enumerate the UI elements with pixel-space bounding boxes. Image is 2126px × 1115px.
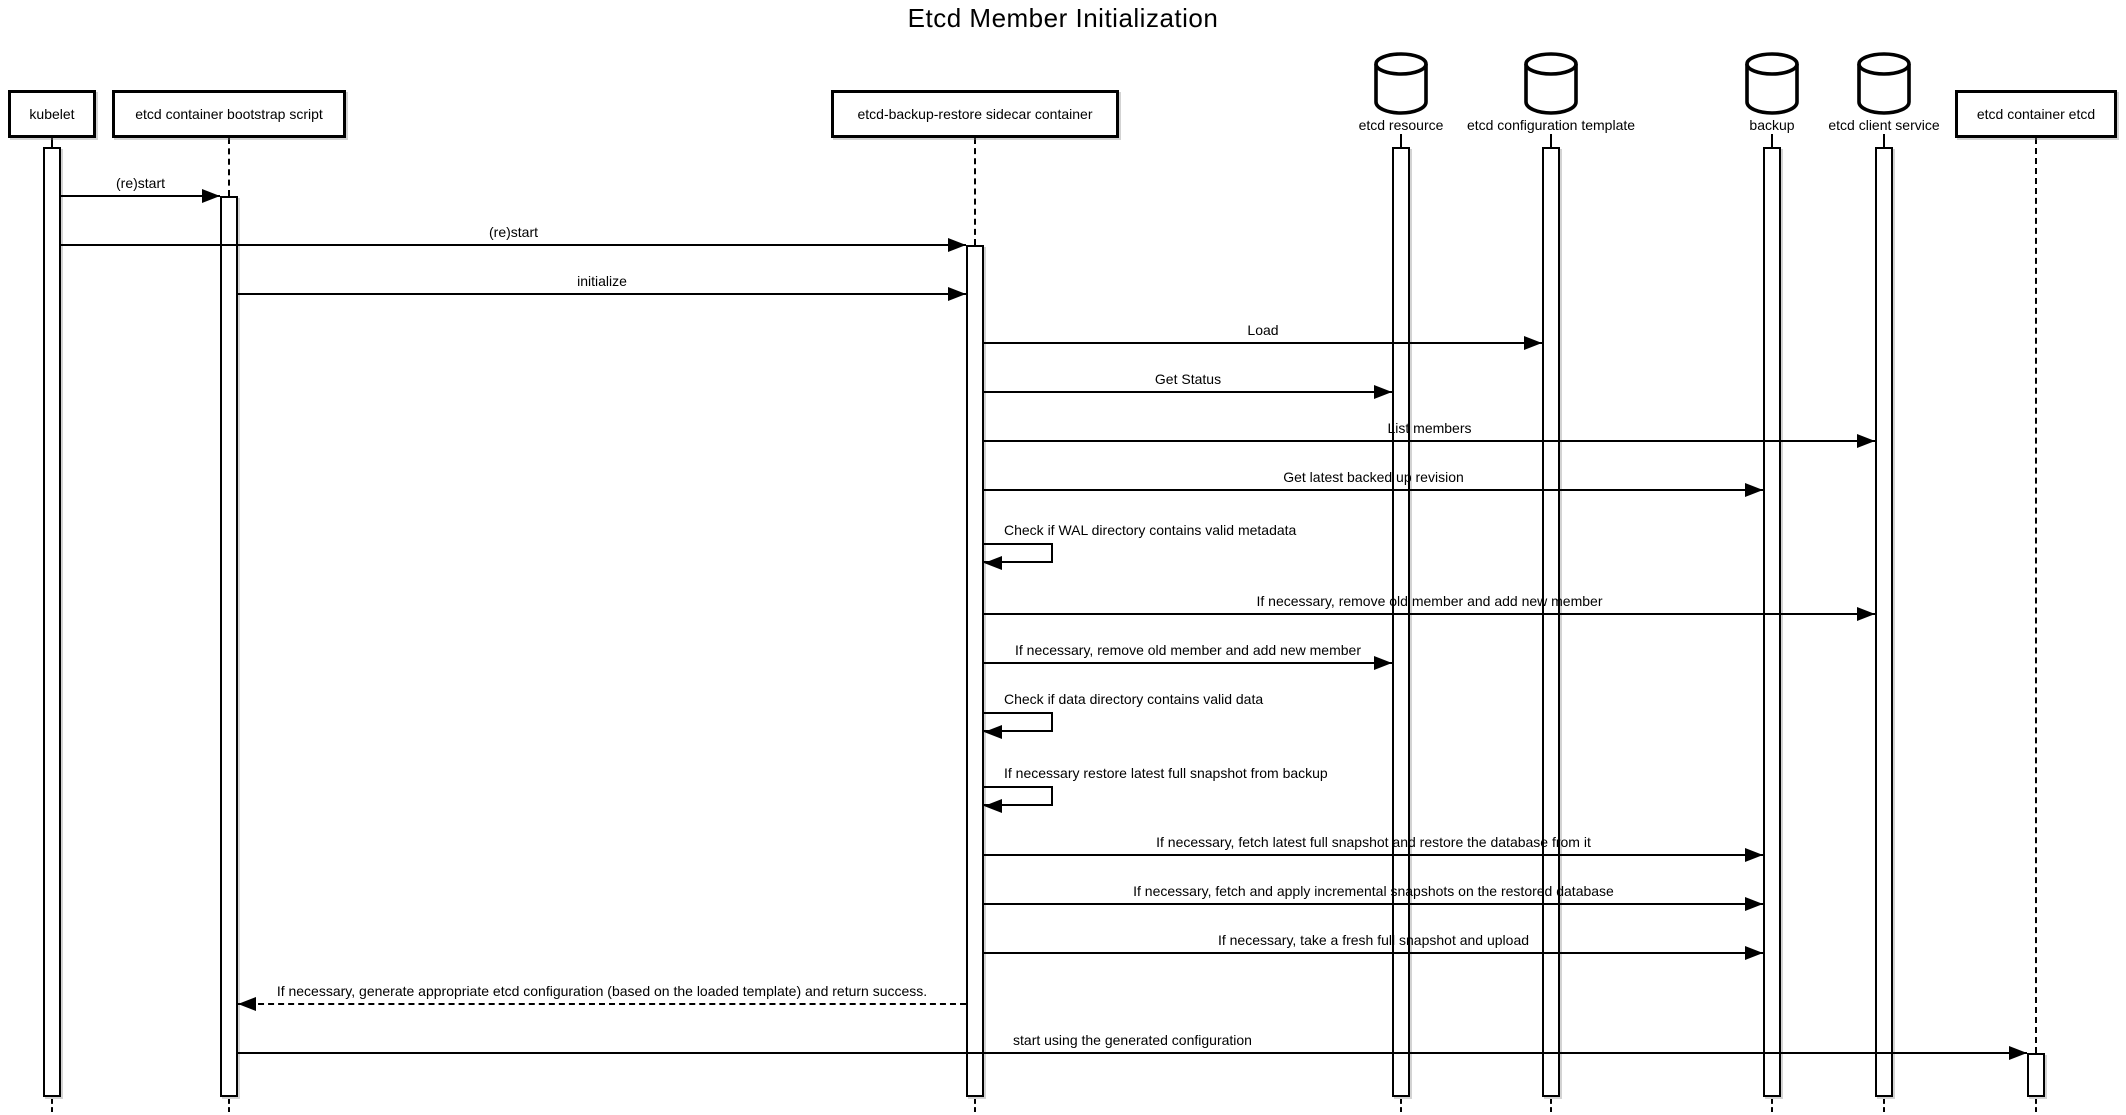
message-line <box>984 903 1763 905</box>
lifeline <box>2035 1099 2037 1112</box>
message-line <box>61 244 966 246</box>
participant-label-clientsvc: etcd client service <box>1828 117 1940 133</box>
message-line <box>984 391 1392 393</box>
lifeline <box>974 1099 976 1112</box>
lifeline <box>1550 134 1552 147</box>
message-arrowhead <box>984 799 1002 813</box>
message-label: initialize <box>577 273 627 289</box>
message-label: (re)start <box>489 224 538 240</box>
activation-bar <box>43 147 61 1097</box>
message-line <box>984 440 1875 442</box>
message-label: Load <box>1247 322 1279 338</box>
participant-label-template: etcd configuration template <box>1466 117 1636 133</box>
message-arrowhead <box>1374 385 1392 399</box>
database-icon <box>1857 52 1911 116</box>
lifeline <box>228 138 230 196</box>
message-arrowhead <box>1745 483 1763 497</box>
message-label: List members <box>1387 420 1472 436</box>
message-line <box>984 342 1542 344</box>
lifeline <box>1771 134 1773 147</box>
message-line <box>984 613 1875 615</box>
lifeline <box>1771 1099 1773 1112</box>
participant-label-backup: backup <box>1749 117 1795 133</box>
participant-box-sidecar: etcd-backup-restore sidecar container <box>831 90 1119 138</box>
message-arrowhead <box>1857 607 1875 621</box>
message-label: Check if data directory contains valid data <box>1004 691 1264 707</box>
message-label: Get Status <box>1154 371 1222 387</box>
message-arrowhead <box>238 997 256 1011</box>
message-label: Check if WAL directory contains valid metadata <box>1004 522 1297 538</box>
lifeline <box>51 1099 53 1112</box>
activation-bar <box>1763 147 1781 1097</box>
message-line <box>238 1003 966 1005</box>
message-label: Get latest backed up revision <box>1283 469 1464 485</box>
message-arrowhead <box>2009 1046 2027 1060</box>
message-label: If necessary, remove old member and add new member <box>1014 642 1361 658</box>
participant-box-etcd: etcd container etcd <box>1955 90 2117 138</box>
lifeline <box>1400 1099 1402 1112</box>
message-arrowhead <box>202 189 220 203</box>
message-label: (re)start <box>116 175 165 191</box>
participant-box-kubelet: kubelet <box>8 90 96 138</box>
message-label: start using the generated configuration <box>1013 1032 1252 1048</box>
message-arrowhead <box>1374 656 1392 670</box>
lifeline <box>228 1099 230 1112</box>
message-line <box>238 293 966 295</box>
lifeline <box>974 138 976 245</box>
message-line <box>984 489 1763 491</box>
message-arrowhead <box>984 725 1002 739</box>
message-label: If necessary, take a fresh full snapshot and upload <box>1217 932 1530 948</box>
message-line <box>984 662 1392 664</box>
participant-label-resource: etcd resource <box>1358 117 1444 133</box>
activation-bar <box>1392 147 1410 1097</box>
message-line <box>238 1052 2027 1054</box>
message-arrowhead <box>948 238 966 252</box>
message-arrowhead <box>948 287 966 301</box>
message-label: If necessary, generate appropriate etcd configuration (based on the loaded template) and return success. <box>276 983 928 999</box>
message-label: If necessary, fetch latest full snapshot and restore the database from it <box>1156 834 1591 850</box>
lifeline <box>51 138 53 147</box>
message-arrowhead <box>1857 434 1875 448</box>
database-icon <box>1745 52 1799 116</box>
message-arrowhead <box>1745 946 1763 960</box>
database-icon <box>1524 52 1578 116</box>
database-icon <box>1374 52 1428 116</box>
message-line <box>61 195 220 197</box>
lifeline <box>1550 1099 1552 1112</box>
activation-bar <box>2027 1053 2045 1097</box>
lifeline <box>2035 138 2037 1053</box>
diagram-title: Etcd Member Initialization <box>907 3 1219 33</box>
message-arrowhead <box>984 556 1002 570</box>
lifeline <box>1400 134 1402 147</box>
message-label: If necessary, fetch and apply incremental snapshots on the restored database <box>1133 883 1614 899</box>
activation-bar <box>966 245 984 1097</box>
message-line <box>984 854 1763 856</box>
activation-bar <box>1875 147 1893 1097</box>
lifeline <box>1883 134 1885 147</box>
message-label: If necessary restore latest full snapshot from backup <box>1004 765 1328 781</box>
activation-bar <box>1542 147 1560 1097</box>
message-arrowhead <box>1745 897 1763 911</box>
participant-box-bootstrap: etcd container bootstrap script <box>112 90 346 138</box>
message-arrowhead <box>1524 336 1542 350</box>
message-arrowhead <box>1745 848 1763 862</box>
message-label: If necessary, remove old member and add new member <box>1256 593 1603 609</box>
activation-bar <box>220 196 238 1097</box>
lifeline <box>1883 1099 1885 1112</box>
message-line <box>984 952 1763 954</box>
